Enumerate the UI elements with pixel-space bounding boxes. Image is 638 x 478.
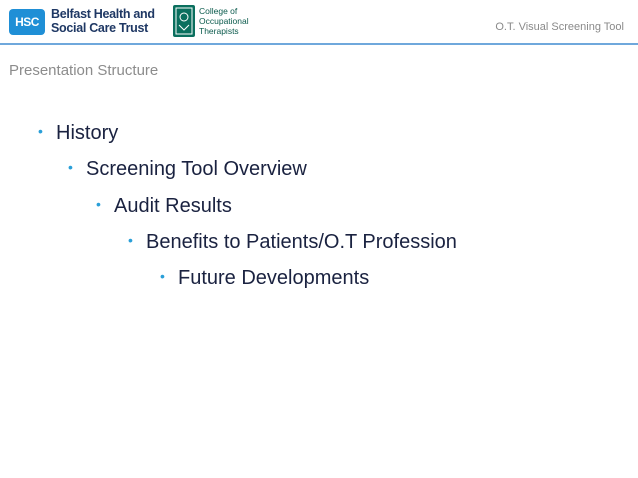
bullet-text: Screening Tool Overview bbox=[86, 158, 307, 180]
bullet-text: History bbox=[56, 122, 119, 144]
hsc-logo bbox=[9, 9, 45, 35]
bullet-item-screening-tool-overview bbox=[68, 155, 307, 181]
trust-name-line1: Belfast Health and bbox=[51, 7, 155, 21]
trust-name-line2: Social Care Trust bbox=[51, 21, 149, 35]
bullet-text: Benefits to Patients/O.T Profession bbox=[146, 231, 457, 253]
bullet-dot-icon: • bbox=[68, 159, 73, 175]
bullet-item-benefits bbox=[128, 228, 457, 254]
bullet-item-future-developments bbox=[160, 264, 369, 290]
header-divider bbox=[0, 43, 638, 45]
bullet-text: Future Developments bbox=[178, 267, 370, 289]
bullet-item-audit-results bbox=[96, 192, 232, 218]
tool-title: O.T. Visual Screening Tool bbox=[495, 21, 624, 33]
bullet-text: Audit Results bbox=[114, 195, 232, 217]
section-title: Presentation Structure bbox=[9, 62, 159, 79]
hsc-logo-text: HSC bbox=[15, 15, 39, 29]
cot-name-line3: Therapists bbox=[199, 26, 239, 36]
bullet-dot-icon: • bbox=[38, 123, 43, 139]
slide-header bbox=[0, 0, 638, 44]
cot-name-line1: College of bbox=[199, 6, 238, 16]
bullet-dot-icon: • bbox=[160, 268, 165, 284]
bullet-dot-icon: • bbox=[96, 196, 101, 212]
trust-name bbox=[51, 7, 166, 35]
bullet-dot-icon: • bbox=[128, 232, 133, 248]
cot-name bbox=[199, 6, 249, 36]
bullet-item-history bbox=[38, 119, 118, 145]
cot-name-line2: Occupational bbox=[199, 16, 249, 26]
cot-crest-icon bbox=[173, 5, 195, 37]
